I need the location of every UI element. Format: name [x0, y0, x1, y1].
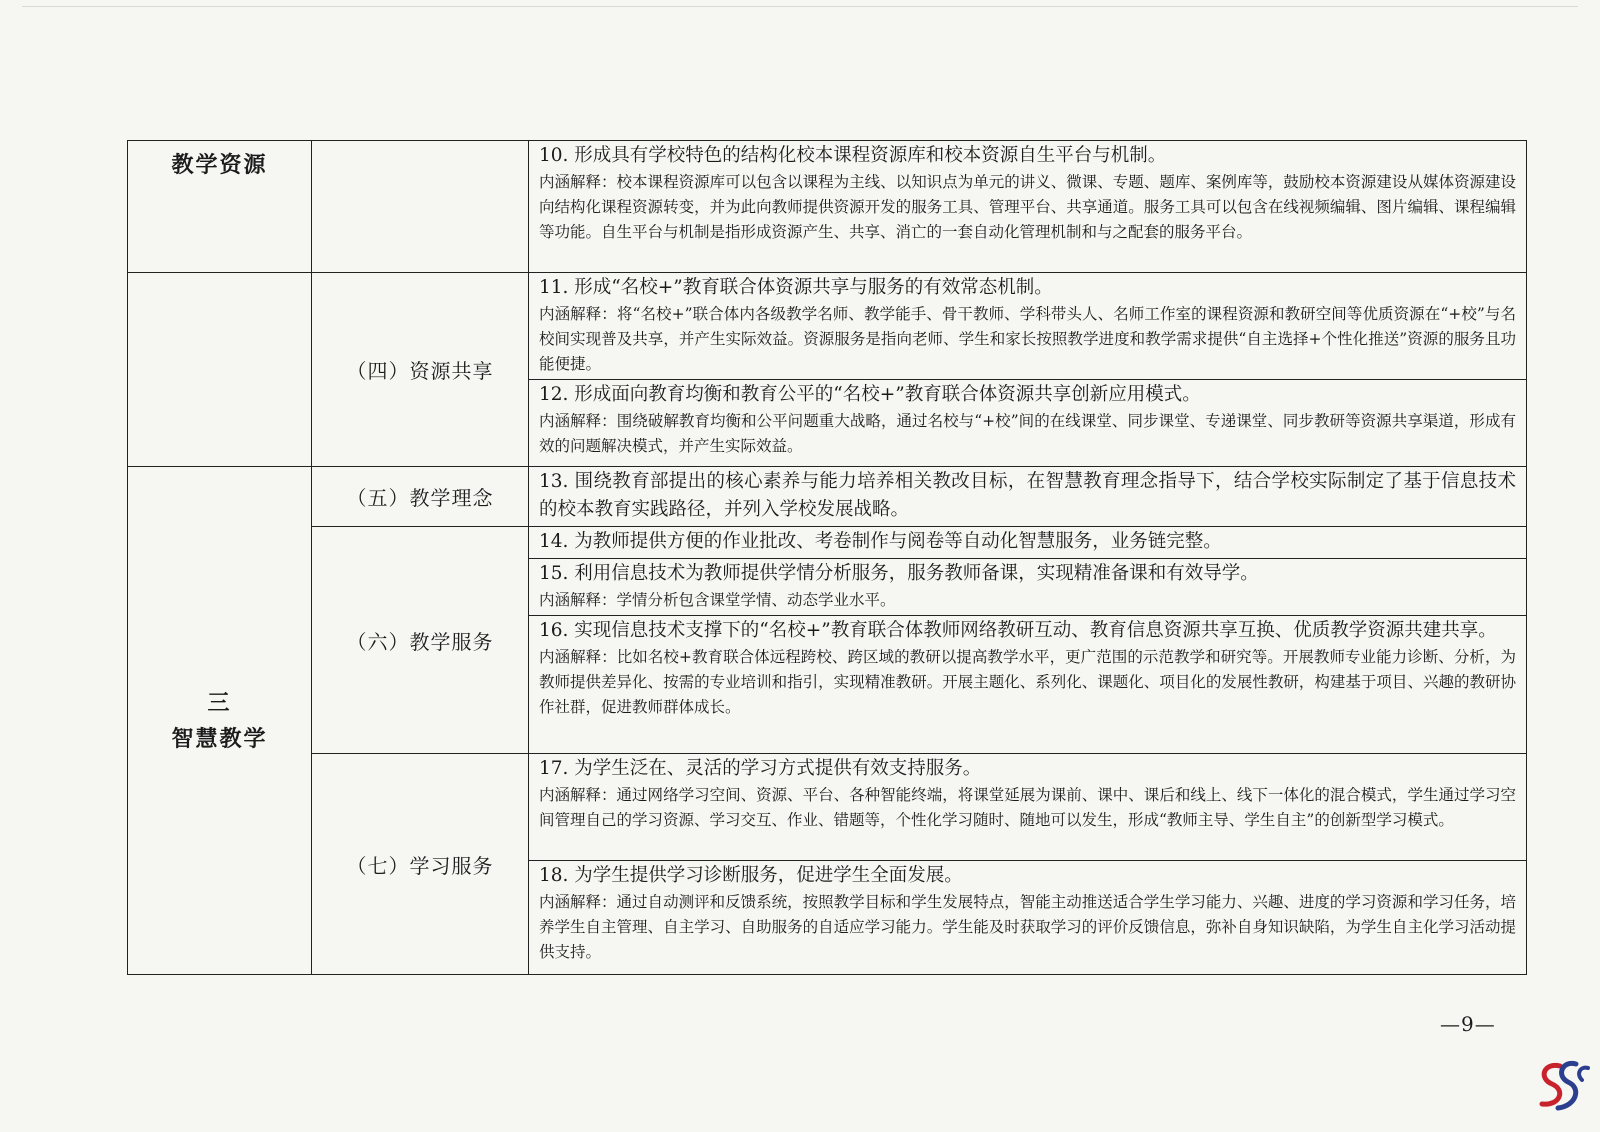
- category-cell-smart-teaching: [128, 467, 312, 975]
- item-description: 内涵解释：学情分析包含课堂学情、动态学业水平。: [539, 591, 896, 609]
- category-label: 智慧教学: [171, 725, 268, 752]
- item-cell-13: [529, 467, 1527, 527]
- table-row: [128, 527, 1527, 559]
- item-cell-15: [529, 559, 1527, 616]
- category-label: 教学资源: [171, 152, 268, 178]
- table-row: [128, 141, 1527, 273]
- category-number: 三: [207, 689, 232, 716]
- item-cell-11: [529, 273, 1527, 380]
- subcategory-label: （七）学习服务: [346, 853, 494, 878]
- subcategory-label: （六）教学服务: [346, 629, 494, 654]
- item-description: 内涵解释：通过自动测评和反馈系统，按照教学目标和学生发展特点，智能主动推送适合学生学习能力、兴趣、进度的学习资源和学习任务，培养学生自主管理、自主学习、自助服务的自适应学习能力。学生能及时获取学习的评价反馈信息，弥补自身知识缺陷，为学生自主化学习活动提供支持。: [539, 893, 1516, 961]
- subcategory-cell-teaching-service: [312, 527, 529, 754]
- item-cell-14: [529, 527, 1527, 559]
- item-title: 16. 实现信息技术支撑下的“名校+”教育联合体教师网络教研互动、教育信息资源共享互换、优质教学资源共建共享。: [539, 620, 1497, 641]
- item-description: 内涵解释：校本课程资源库可以包含以课程为主线、以知识点为单元的讲义、微课、专题、题库、案例库等，鼓励校本资源建设从媒体资源建设向结构化课程资源转变，并为此向教师提供资源开发的服务工具、管理平台、共享通道。服务工具可以包含在线视频编辑、图片编辑、课程编辑等功能。自生平台与机制是指形成资源产生、共享、消亡的一套自动化管理机制和与之配套的服务平台。: [539, 173, 1516, 241]
- subcategory-label: （五）教学理念: [346, 486, 494, 510]
- subcategory-label: （四）资源共享: [346, 359, 494, 383]
- item-description: 内涵解释：将“名校+”联合体内各级教学名师、教学能手、骨干教师、学科带头人、名师工作室的课程资源和教研空间等优质资源在“+校”与名校间实现普及共享，并产生实际效益。资源服务是指向老师、学生和家长按照教学进度和教学需求提供“自主选择+个性化推送”资源的服务且功能便捷。: [539, 305, 1516, 373]
- subcategory-cell-resource-sharing: [312, 273, 529, 467]
- table-row: [128, 467, 1527, 527]
- item-cell-10: [529, 141, 1527, 273]
- category-cell-continued: [128, 273, 312, 467]
- item-title: 14. 为教师提供方便的作业批改、考卷制作与阅卷等自动化智慧服务，业务链完整。: [539, 531, 1222, 552]
- item-description: 内涵解释：比如名校+教育联合体远程跨校、跨区域的教研以提高教学水平，更广范围的示范教学和研究等。开展教师专业能力诊断、分析，为教师提供差异化、按需的专业培训和指引，实现精准教研。开展主题化、系列化、课题化、项目化的发展性教研，构建基于项目、兴趣的教研协作社群，促进教师群体成长。: [539, 648, 1516, 716]
- page-top-rule: [22, 6, 1578, 7]
- category-cell-teaching-resources: [128, 141, 312, 273]
- subcategory-cell-teaching-philosophy: [312, 467, 529, 527]
- subcategory-cell-empty: [312, 141, 529, 273]
- item-title: 17. 为学生泛在、灵活的学习方式提供有效支持服务。: [539, 758, 982, 779]
- item-cell-12: [529, 380, 1527, 467]
- item-cell-17: [529, 754, 1527, 861]
- item-cell-18: [529, 861, 1527, 975]
- item-title: 13. 围绕教育部提出的核心素养与能力培养相关教改目标，在智慧教育理念指导下，结合学校实际制定了基于信息技术的校本教育实践路径，并列入学校发展战略。: [539, 471, 1516, 520]
- item-cell-16: [529, 616, 1527, 754]
- evaluation-table: [127, 140, 1527, 975]
- item-title: 15. 利用信息技术为教师提供学情分析服务，服务教师备课，实现精准备课和有效导学。: [539, 563, 1259, 584]
- item-title: 18. 为学生提供学习诊断服务，促进学生全面发展。: [539, 865, 963, 886]
- item-title: 10. 形成具有学校特色的结构化校本课程资源库和校本资源自生平台与机制。: [539, 145, 1167, 166]
- item-title: 11. 形成“名校+”教育联合体资源共享与服务的有效常态机制。: [539, 277, 1053, 298]
- item-description: 内涵解释：通过网络学习空间、资源、平台、各种智能终端，将课堂延展为课前、课中、课后和线上、线下一体化的混合模式，学生通过学习空间管理自己的学习资源、学习交互、作业、错题等，个性化学习随时、随地可以发生，形成“教师主导、学生自主”的创新型学习模式。: [539, 786, 1516, 829]
- item-title: 12. 形成面向教育均衡和教育公平的“名校+”教育联合体资源共享创新应用模式。: [539, 384, 1201, 405]
- table-row: [128, 754, 1527, 861]
- item-description: 内涵解释：围绕破解教育均衡和公平问题重大战略，通过名校与“+校”间的在线课堂、同步课堂、专递课堂、同步教研等资源共享渠道，形成有效的问题解决模式，并产生实际效益。: [539, 412, 1516, 455]
- ss-logo-icon: [1530, 1058, 1592, 1116]
- table-row: [128, 273, 1527, 380]
- page-number: —9—: [1440, 1012, 1496, 1036]
- subcategory-cell-learning-service: [312, 754, 529, 975]
